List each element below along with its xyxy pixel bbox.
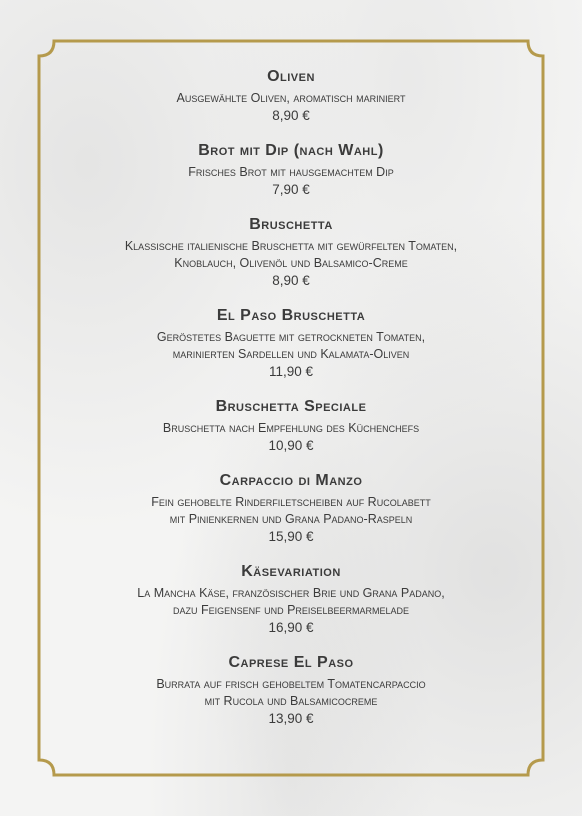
item-description-line: Ausgewählte Oliven, aromatisch mariniert [176, 91, 406, 105]
menu-item [60, 396, 522, 454]
item-price: 15,90 € [268, 529, 314, 544]
item-description [60, 329, 522, 363]
menu-item [60, 66, 522, 124]
item-description-line: Frisches Brot mit hausgemachtem Dip [188, 165, 394, 179]
item-description-line: Burrata auf frisch gehobeltem Tomatencarpaccio [156, 677, 426, 691]
item-description-line: Bruschetta nach Empfehlung des Küchenchefs [162, 421, 420, 435]
item-name: Oliven [267, 68, 315, 85]
item-description-line: La Mancha Käse, französischer Brie und Grana Padano, [137, 586, 445, 600]
item-name: El Paso Bruschetta [216, 307, 366, 324]
item-price: 13,90 € [268, 711, 314, 726]
item-description [60, 238, 522, 272]
menu-list [60, 66, 522, 743]
item-description-line: marinierten Sardellen und Kalamata-Oliven [172, 347, 410, 361]
item-description-line: Klassische italienische Bruschetta mit gewürfelten Tomaten, [124, 239, 458, 253]
item-price: 10,90 € [268, 438, 314, 453]
item-price: 8,90 € [272, 273, 310, 288]
item-description [60, 585, 522, 619]
menu-item [60, 561, 522, 636]
item-price: 7,90 € [272, 182, 310, 197]
item-description [60, 420, 522, 437]
item-description-line: mit Pinienkernen und Grana Padano-Raspeln [169, 512, 413, 526]
item-description-line: Knoblauch, Olivenöl und Balsamico-Creme [174, 256, 408, 270]
item-description [60, 90, 522, 107]
item-name: Carpaccio di Manzo [219, 472, 363, 489]
item-name: Caprese El Paso [228, 654, 354, 671]
menu-item [60, 140, 522, 198]
menu-item [60, 214, 522, 289]
item-price: 11,90 € [268, 364, 314, 379]
item-description-line: Geröstetes Baguette mit getrockneten Tomaten, [156, 330, 426, 344]
item-price: 16,90 € [268, 620, 314, 635]
item-description [60, 164, 522, 181]
item-description [60, 676, 522, 710]
item-name: Brot mit Dip (nach Wahl) [198, 142, 384, 159]
item-description-line: dazu Feigensenf und Preiselbeermarmelade [173, 603, 409, 617]
item-description-line: mit Rucola und Balsamicocreme [204, 694, 378, 708]
item-description-line: Fein gehobelte Rinderfiletscheiben auf Rucolabett [151, 495, 431, 509]
menu-item [60, 652, 522, 727]
item-price: 8,90 € [272, 108, 310, 123]
item-name: Bruschetta [249, 216, 333, 233]
menu-item [60, 305, 522, 380]
item-description [60, 494, 522, 528]
item-name: Bruschetta Speciale [215, 398, 367, 415]
menu-item [60, 470, 522, 545]
item-name: Käsevariation [241, 563, 341, 580]
